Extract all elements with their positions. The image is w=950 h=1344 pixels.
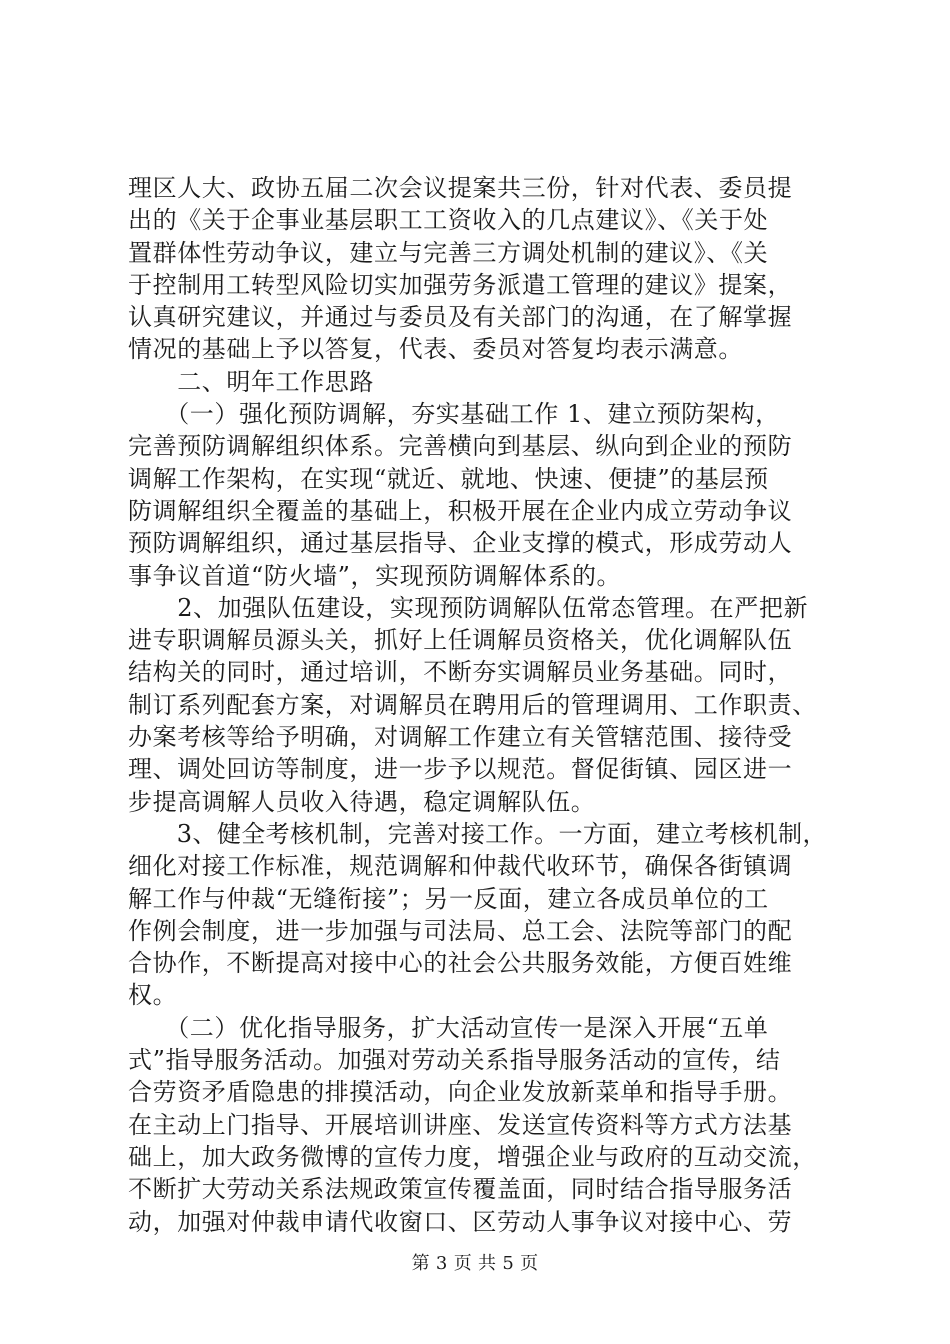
text-line: （二）优化指导服务，扩大活动宣传一是深入开展“五单	[128, 1013, 769, 1042]
text-line: 不断扩大劳动关系法规政策宣传覆盖面，同时结合指导服务活	[128, 1175, 793, 1204]
text-line: 解工作与仲裁“无缝衔接”；另一反面，建立各成员单位的工	[128, 884, 769, 913]
text-line: 完善预防调解组织体系。完善横向到基层、纵向到企业的预防	[128, 432, 793, 461]
text-line: 合劳资矛盾隐患的排摸活动，向企业发放新菜单和指导手册。	[128, 1078, 793, 1107]
text-line: 动，加强对仲裁申请代收窗口、区劳动人事争议对接中心、劳	[128, 1207, 793, 1236]
text-line: 3、健全考核机制，完善对接工作。一方面，建立考核机制，	[128, 819, 827, 848]
text-line: 2、加强队伍建设，实现预防调解队伍常态管理。在严把新	[128, 593, 809, 622]
text-line: 础上，加大政务微博的宣传力度，增强企业与政府的互动交流，	[128, 1142, 817, 1171]
text-line: 式”指导服务活动。加强对劳动关系指导服务活动的宣传，结	[128, 1046, 781, 1075]
text-line: 细化对接工作标准，规范调解和仲裁代收环节，确保各街镇调	[128, 852, 793, 881]
document-body	[128, 172, 828, 1238]
text-line: 事争议首道“防火墙”，实现预防调解体系的。	[128, 561, 622, 590]
text-line: 结构关的同时，通过培训，不断夯实调解员业务基础。同时，	[128, 658, 793, 687]
text-line: 进专职调解员源头关，抓好上任调解员资格关，优化调解队伍	[128, 626, 793, 655]
text-line: 调解工作架构，在实现“就近、就地、快速、便捷”的基层预	[128, 464, 769, 493]
text-line: 步提高调解人员收入待遇，稳定调解队伍。	[128, 787, 596, 816]
text-line: 认真研究建议，并通过与委员及有关部门的沟通，在了解掌握	[128, 303, 793, 332]
page-footer: 第 3 页 共 5 页	[411, 1253, 539, 1274]
text-line: 理、调处回访等制度，进一步予以规范。督促街镇、园区进一	[128, 755, 793, 784]
text-line: 理区人大、政协五届二次会议提案共三份，针对代表、委员提	[128, 174, 793, 202]
text-line: 预防调解组织，通过基层指导、企业支撑的模式，形成劳动人	[128, 529, 793, 558]
text-line: 置群体性劳动争议，建立与完善三方调处机制的建议》、《关	[128, 238, 769, 267]
text-line: 出的《关于企事业基层职工工资收入的几点建议》、《关于处	[128, 206, 769, 235]
text-line: 于控制用工转型风险切实加强劳务派遣工管理的建议》提案，	[128, 270, 793, 299]
text-line: 防调解组织全覆盖的基础上，积极开展在企业内成立劳动争议	[128, 496, 793, 525]
text-line: 合协作，不断提高对接中心的社会公共服务效能，方便百姓维	[128, 949, 793, 978]
text-line: 办案考核等给予明确，对调解工作建立有关管辖范围、接待受	[128, 723, 793, 752]
text-line: 情况的基础上予以答复，代表、委员对答复均表示满意。	[128, 335, 743, 364]
text-line: 二、明年工作思路	[128, 367, 374, 396]
text-line: （一）强化预防调解，夯实基础工作 1、建立预防架构，	[128, 400, 780, 429]
text-line: 在主动上门指导、开展培训讲座、发送宣传资料等方式方法基	[128, 1110, 793, 1139]
text-line: 制订系列配套方案，对调解员在聘用后的管理调用、工作职责、	[128, 690, 817, 719]
text-line: 权。	[128, 981, 178, 1010]
text-line: 作例会制度，进一步加强与司法局、总工会、法院等部门的配	[128, 916, 793, 945]
